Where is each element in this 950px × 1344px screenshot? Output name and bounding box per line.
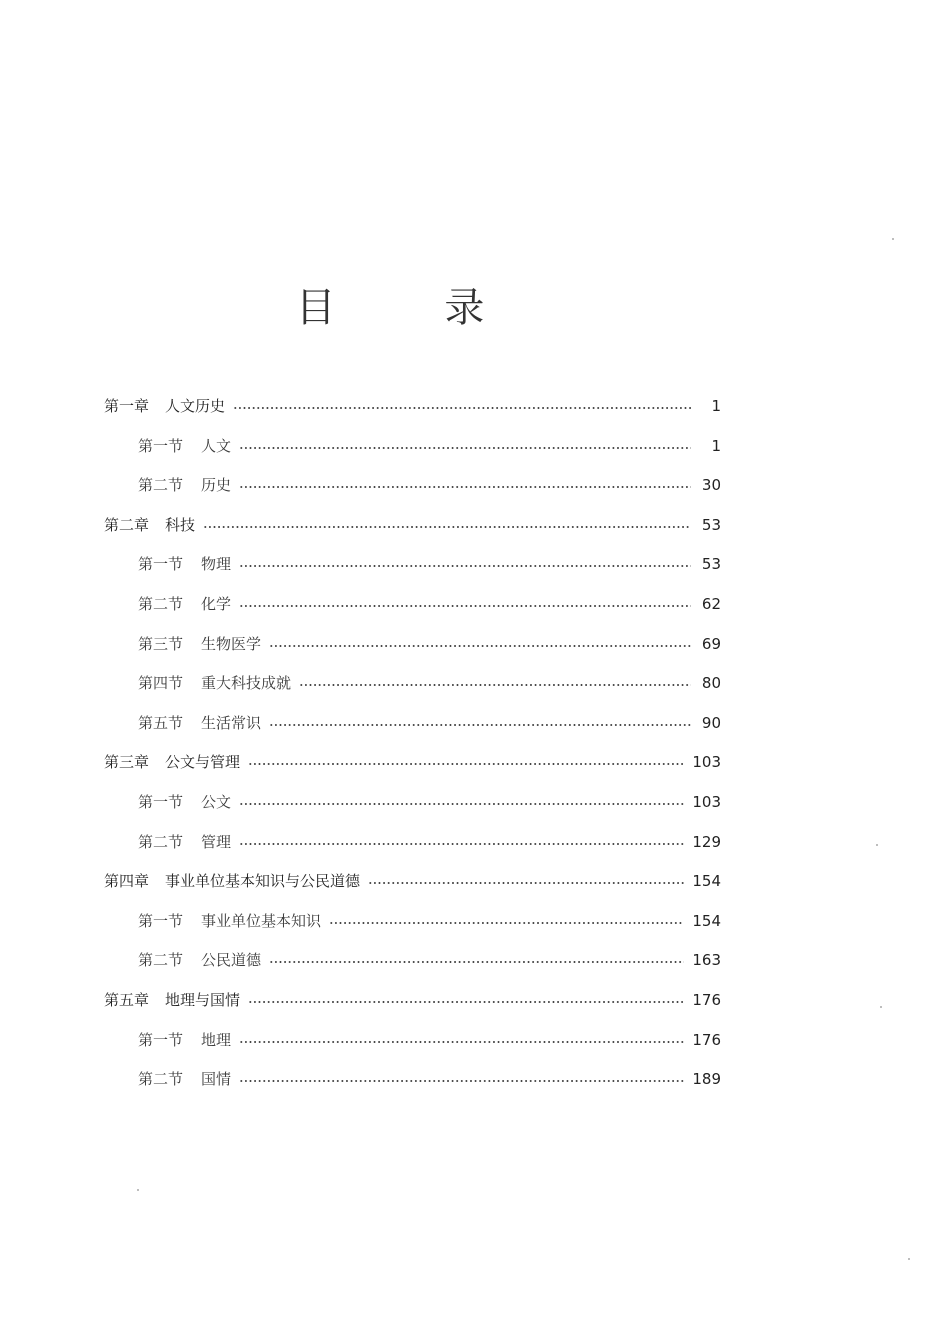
toc-entry-title: 重大科技成就 xyxy=(201,674,292,693)
toc-section-row[interactable] xyxy=(138,1020,721,1060)
toc-section-row[interactable] xyxy=(138,1059,721,1099)
toc-page-number: 1 xyxy=(711,436,721,455)
toc-entry-label xyxy=(104,861,360,901)
toc-page-number: 53 xyxy=(701,515,721,534)
toc-page-number: 163 xyxy=(692,951,721,970)
toc-section-row[interactable] xyxy=(138,663,721,703)
toc-page-number: 176 xyxy=(692,1030,721,1049)
toc-entry-label xyxy=(138,822,231,862)
toc-entry-title: 生活常识 xyxy=(201,713,262,732)
toc-page-number: 189 xyxy=(692,1070,721,1089)
toc-entry-number: 第二章 xyxy=(104,515,150,534)
toc-entry-title: 事业单位基本知识与公民道德 xyxy=(165,872,361,891)
toc-entry-label xyxy=(138,782,231,822)
toc-section-row[interactable] xyxy=(138,544,721,584)
toc-chapter-row[interactable] xyxy=(104,505,721,545)
toc-entry-title: 公文与管理 xyxy=(165,753,241,772)
dot-leader xyxy=(203,526,691,528)
toc-entry-title: 人文历史 xyxy=(165,397,226,415)
toc-entry-label xyxy=(104,742,240,782)
toc-entry-label xyxy=(138,624,261,664)
toc-entry-number: 第一节 xyxy=(138,793,184,811)
toc-entry-label xyxy=(138,1059,231,1099)
toc-entry-label xyxy=(138,663,291,703)
toc-page-number: 53 xyxy=(701,555,721,574)
toc-entry-label xyxy=(138,544,231,584)
page-title: 目 录 xyxy=(295,285,533,331)
dot-leader xyxy=(239,1041,684,1043)
dot-leader xyxy=(248,763,684,765)
toc-entry-number: 第一节 xyxy=(138,555,184,574)
toc-entry-title: 管理 xyxy=(201,832,232,851)
toc-section-row[interactable] xyxy=(138,465,721,505)
toc-entry-title: 化学 xyxy=(201,595,232,613)
dot-leader xyxy=(239,486,691,488)
toc-entry-number: 第五节 xyxy=(138,713,184,732)
dot-leader xyxy=(269,961,684,963)
toc-entry-title: 人文 xyxy=(201,436,232,455)
toc-page-number: 80 xyxy=(701,674,721,693)
toc-entry-number: 第三章 xyxy=(104,753,150,772)
scan-speck xyxy=(876,844,878,846)
toc-section-row[interactable] xyxy=(138,703,721,743)
toc-entry-number: 第五章 xyxy=(104,991,150,1009)
scan-speck xyxy=(137,1189,139,1191)
toc-page-number: 176 xyxy=(692,991,721,1009)
dot-leader xyxy=(239,447,691,449)
toc-entry-label xyxy=(138,465,231,505)
toc-entry-label xyxy=(138,901,321,941)
toc-entry-title: 生物医学 xyxy=(201,634,262,653)
scan-speck xyxy=(880,1006,882,1008)
toc-section-row[interactable] xyxy=(138,426,721,466)
toc-entry-title: 物理 xyxy=(201,555,232,574)
dot-leader xyxy=(239,565,691,567)
toc-entry-label xyxy=(104,505,195,545)
toc-entry-title: 公文 xyxy=(201,793,232,811)
toc-entry-label xyxy=(138,1020,231,1060)
toc-entry-title: 事业单位基本知识 xyxy=(201,911,322,930)
toc-chapter-row[interactable] xyxy=(104,742,721,782)
toc-chapter-row[interactable] xyxy=(104,861,721,901)
toc-page-number: 103 xyxy=(692,753,721,772)
toc-entry-number: 第四节 xyxy=(138,674,184,693)
toc-entry-number: 第二节 xyxy=(138,832,184,851)
toc-entry-label xyxy=(104,980,240,1020)
toc-entry-number: 第二节 xyxy=(138,951,184,970)
toc-entry-title: 地理与国情 xyxy=(165,991,241,1009)
toc-entry-label xyxy=(138,940,261,980)
dot-leader xyxy=(239,803,684,805)
toc-page-number: 1 xyxy=(711,397,721,415)
toc-page-number: 30 xyxy=(701,476,721,495)
toc-entry-number: 第一节 xyxy=(138,1030,184,1049)
toc-chapter-row[interactable] xyxy=(104,386,721,426)
dot-leader xyxy=(239,1080,684,1082)
toc-page-number: 69 xyxy=(701,634,721,653)
toc-entry-number: 第三节 xyxy=(138,634,184,653)
scan-speck xyxy=(892,238,894,240)
toc-entry-number: 第一章 xyxy=(104,397,150,415)
toc-entry-title: 国情 xyxy=(201,1070,232,1089)
dot-leader xyxy=(239,605,691,607)
toc-page-number: 129 xyxy=(692,832,721,851)
toc-section-row[interactable] xyxy=(138,782,721,822)
toc-section-row[interactable] xyxy=(138,822,721,862)
toc-chapter-row[interactable] xyxy=(104,980,721,1020)
dot-leader xyxy=(239,843,684,845)
toc-section-row[interactable] xyxy=(138,901,721,941)
toc-page-number: 62 xyxy=(701,595,721,613)
toc-page-number: 154 xyxy=(692,872,721,891)
toc-entry-title: 地理 xyxy=(201,1030,232,1049)
dot-leader xyxy=(269,724,691,726)
toc-entry-number: 第一节 xyxy=(138,911,184,930)
toc-entry-label xyxy=(138,703,261,743)
dot-leader xyxy=(233,407,691,409)
toc-entry-number: 第四章 xyxy=(104,872,150,891)
toc-section-row[interactable] xyxy=(138,584,721,624)
scan-speck xyxy=(908,1258,910,1260)
dot-leader xyxy=(248,1001,684,1003)
toc-section-row[interactable] xyxy=(138,624,721,664)
toc-entry-title: 科技 xyxy=(165,515,196,534)
toc-entry-number: 第一节 xyxy=(138,436,184,455)
toc-section-row[interactable] xyxy=(138,940,721,980)
dot-leader xyxy=(368,882,684,884)
toc-entry-title: 历史 xyxy=(201,476,232,495)
toc-entry-number: 第二节 xyxy=(138,595,184,613)
toc-entry-label xyxy=(138,426,231,466)
toc-entry-number: 第二节 xyxy=(138,476,184,495)
toc-page-number: 154 xyxy=(692,911,721,930)
dot-leader xyxy=(299,684,691,686)
toc-entry-label xyxy=(104,386,225,426)
toc-entry-number: 第二节 xyxy=(138,1070,184,1089)
toc-entry-title: 公民道德 xyxy=(201,951,262,970)
toc-entry-label xyxy=(138,584,231,624)
toc-page-number: 90 xyxy=(701,713,721,732)
dot-leader xyxy=(269,645,691,647)
toc-page-number: 103 xyxy=(692,793,721,811)
dot-leader xyxy=(329,922,684,924)
